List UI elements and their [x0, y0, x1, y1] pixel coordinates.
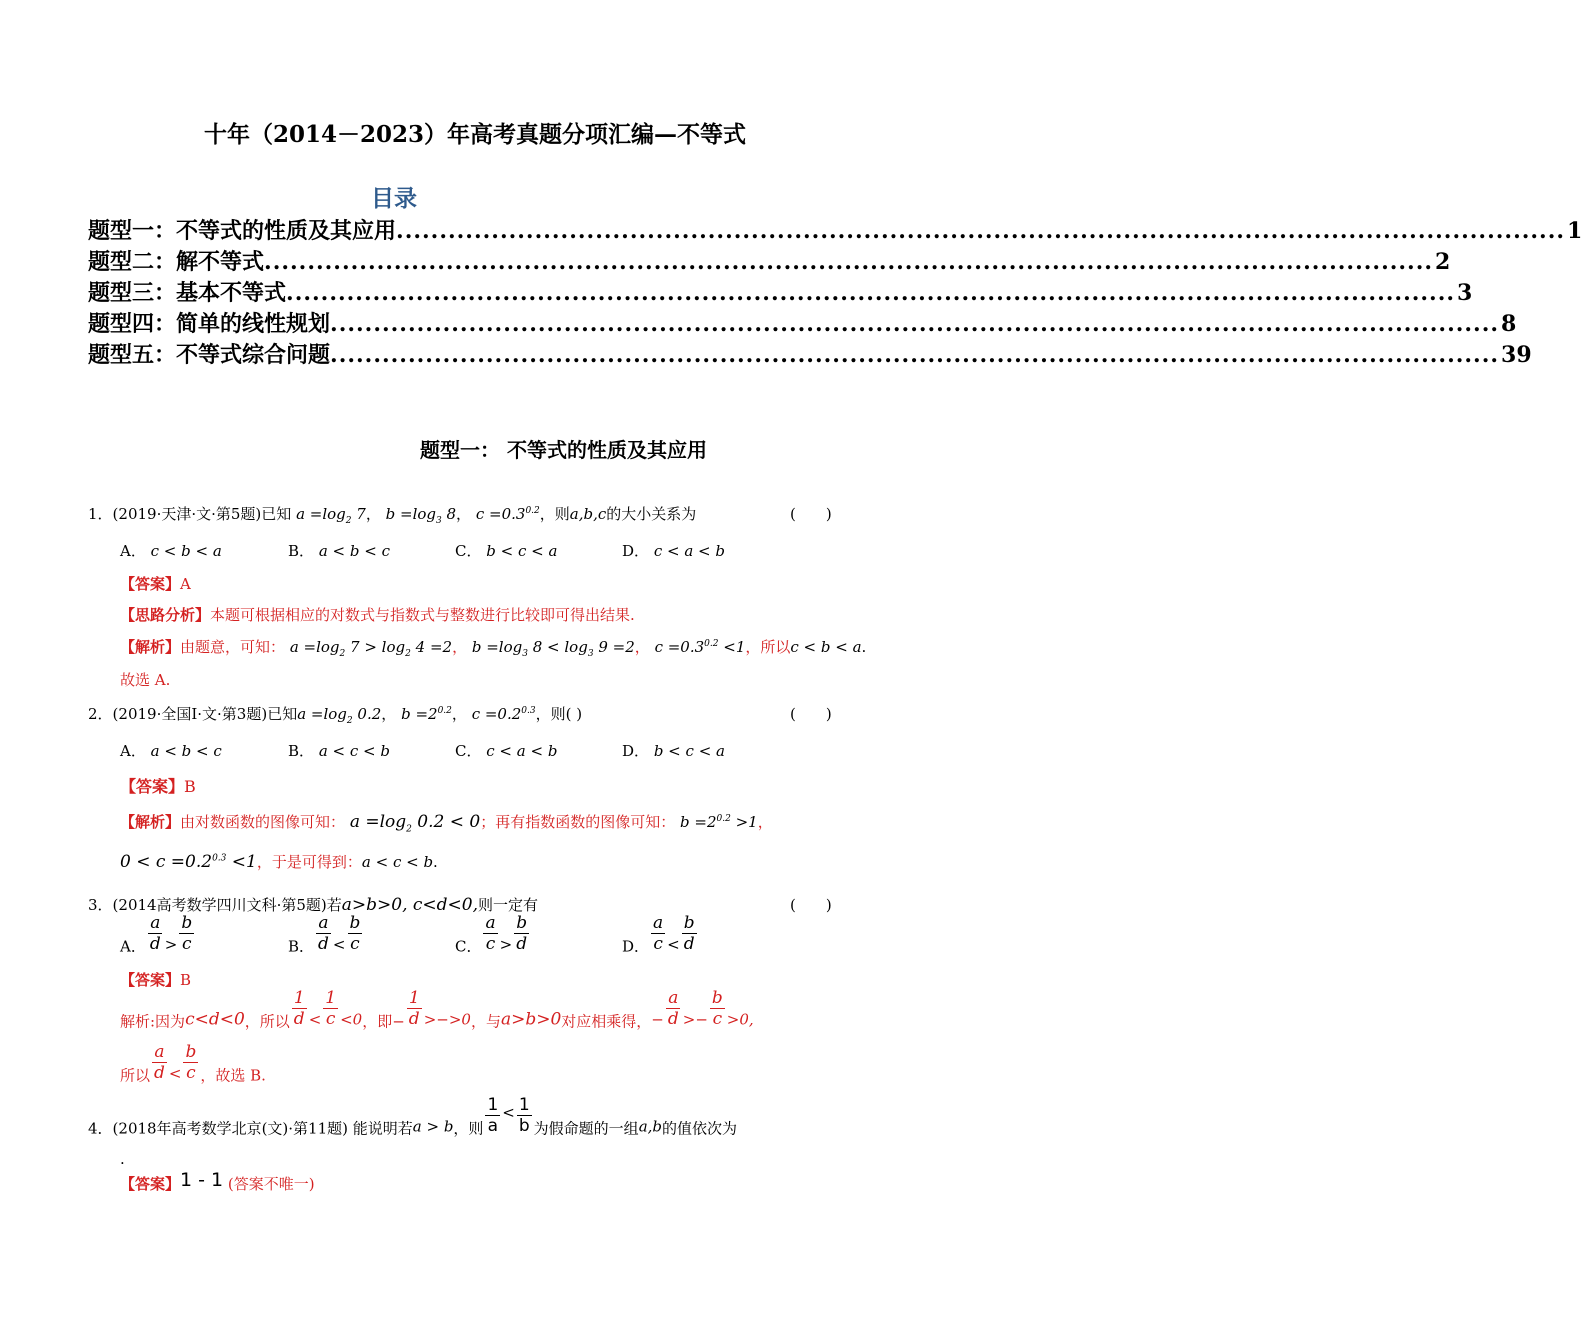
question-1: 1．(2019·天津·文·第5题)已知 $a =\log_2$ 7， $b =\log_3$ 8， $c =0.3^{0.2}$，则a,b,c的大小关系为: [88, 505, 697, 526]
option-b[interactable]: B． a < b < c: [288, 542, 390, 560]
toc-label: 题型一：: [88, 218, 177, 244]
toc-page: 2: [1435, 249, 1451, 275]
blank-dot: .: [120, 1150, 125, 1168]
option-d[interactable]: D． c < a < b: [622, 542, 725, 560]
question-source: (2014高考数学四川文科·第5题)若: [112, 896, 342, 914]
option-d[interactable]: D． b < c < a: [622, 742, 725, 760]
toc-leader: .......................................................................................................................................: [396, 218, 1566, 244]
toc-leader: .......................................................................................................................................: [264, 249, 1434, 275]
analysis-line: 【解析】由题意，可知： $a =\log_2$ $7 > \log_2 4 =2$， $b =\log_3$ $8 < \log_3 9 =2$， $c =0.3^{0.2} <1$，所以c < b < a.: [120, 638, 867, 659]
toc-item-1[interactable]: [88, 214, 1582, 244]
toc-heading: 目录: [371, 185, 417, 212]
question-source: (2019·天津·文·第5题)已知: [112, 505, 292, 523]
toc-label: 题型三：: [88, 280, 177, 306]
toc-label: 题型五：: [88, 342, 177, 368]
answer-line: 【答案】B: [120, 971, 192, 989]
option-a[interactable]: A． a < b < c: [120, 742, 222, 760]
toc-item-3[interactable]: [88, 276, 1473, 306]
analysis-line: 解析:因为c<d<0，所以 $\frac{1}{d}$ < $\frac{1}{c}$ <0，即− $\frac{1}{d}$ >−>0，与a>b>0对应相乘得，− $\frac{a}{d}$ >− $\frac{b}{c}$ >0,: [120, 988, 754, 1031]
question-number: 2．: [88, 705, 113, 723]
analysis-line: 【解析】由对数函数的图像可知： $a =\log_2$ 0.2 < 0；再有指数函数的图像可知： $b =2^{0.2} >1$，: [120, 812, 773, 835]
option-c[interactable]: C． b < c < a: [455, 542, 558, 560]
toc-leader: .......................................................................................................................................: [286, 280, 1456, 306]
idea-line: 【思路分析】本题可根据相应的对数式与指数式与整数进行比较即可得出结果.: [120, 606, 635, 624]
question-number: 3．: [88, 896, 113, 914]
question-number: 1．: [88, 505, 113, 523]
option-c[interactable]: C． $\frac{a}{c}$ > $\frac{b}{d}$: [455, 913, 528, 956]
option-c[interactable]: C． c < a < b: [455, 742, 558, 760]
question-source: (2019·全国Ⅰ·文·第3题)已知: [112, 705, 298, 723]
toc-label: 题型二：: [88, 249, 177, 275]
toc-name: 不等式综合问题: [176, 342, 331, 368]
answer-line: 【答案】A: [120, 575, 191, 593]
answer-paren: ( ): [790, 705, 832, 723]
section-title: 题型一： 不等式的性质及其应用: [420, 438, 707, 462]
option-b[interactable]: B． a < c < b: [288, 742, 390, 760]
analysis-line-2: $0 < c =0.2^{0.3} <1$，于是可得到：a < c < b.: [120, 852, 438, 872]
toc-leader: .......................................................................................................................................: [330, 311, 1500, 337]
question-4: 4．(2018年高考数学北京(文)·第11题) 能说明若a > b，则 $\frac{1}{a}$ < $\frac{1}{b}$ 为假命题的一组a,b的值依次为: [88, 1095, 738, 1138]
toc-item-4[interactable]: [88, 307, 1517, 337]
toc-item-2[interactable]: [88, 245, 1451, 275]
toc-page: 1: [1567, 218, 1582, 244]
question-3: 3．(2014高考数学四川文科·第5题)若a>b>0, c<d<0,则一定有: [88, 895, 539, 915]
analysis-line-2: 所以 $\frac{a}{d}$ < $\frac{b}{c}$ ，故选 B.: [120, 1042, 266, 1085]
toc-name: 简单的线性规划: [176, 311, 331, 337]
option-a[interactable]: A． $\frac{a}{d}$ > $\frac{b}{c}$: [120, 913, 193, 956]
page-title: 十年（2014－2023）年高考真题分项汇编—不等式: [203, 121, 747, 148]
question-source: (2018年高考数学北京(文)·第11题) 能说明若: [112, 1119, 413, 1138]
toc-page: 3: [1457, 280, 1473, 306]
answer-paren: ( ): [790, 505, 832, 523]
answer-line: 【答案】1 - 1 (答案不唯一): [120, 1169, 315, 1193]
final-answer: 故选 A.: [120, 671, 171, 689]
question-number: 4．: [88, 1119, 113, 1138]
toc-page: 39: [1501, 342, 1532, 368]
toc-page: 8: [1501, 311, 1517, 337]
option-d[interactable]: D． $\frac{a}{c}$ < $\frac{b}{d}$: [622, 913, 695, 956]
option-b[interactable]: B． $\frac{a}{d}$ < $\frac{b}{c}$: [288, 913, 361, 956]
question-2: 2．(2019·全国Ⅰ·文·第3题)已知$a =\log_2$ 0.2， $b =2^{0.2}$， $c =0.2^{0.3}$，则( ): [88, 705, 583, 726]
toc-item-5[interactable]: [88, 338, 1532, 368]
toc-leader: .......................................................................................................................................: [330, 342, 1500, 368]
toc-name: 不等式的性质及其应用: [176, 218, 397, 244]
answer-line: 【答案】B: [120, 777, 196, 796]
toc-name: 解不等式: [176, 249, 265, 275]
toc-label: 题型四：: [88, 311, 177, 337]
toc-name: 基本不等式: [176, 280, 287, 306]
option-a[interactable]: A． c < b < a: [120, 542, 222, 560]
answer-paren: ( ): [790, 896, 832, 914]
